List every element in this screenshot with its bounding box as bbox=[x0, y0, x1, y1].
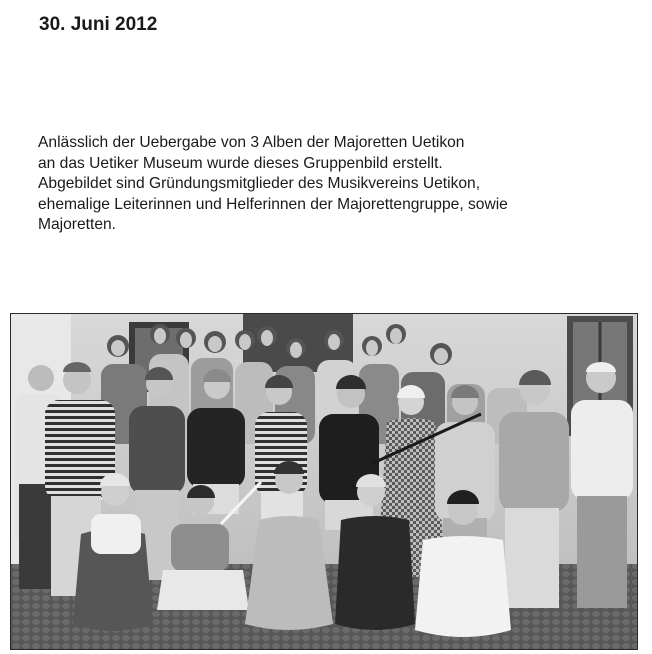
caption-line: Majoretten. bbox=[38, 216, 117, 233]
caption-line: Anlässlich der Uebergabe von 3 Alben der Majoretten Uetikon bbox=[38, 134, 465, 151]
caption-line: an das Uetiker Museum wurde dieses Gruppenbild erstellt. bbox=[38, 154, 443, 172]
photo-caption bbox=[38, 133, 598, 236]
group-photo-illustration bbox=[11, 314, 637, 649]
group-photo bbox=[10, 313, 638, 650]
caption-line: Abgebildet sind Gründungsmitglieder des Musikvereins Uetikon, bbox=[38, 175, 481, 192]
page-date: 30. Juni 2012 bbox=[39, 14, 158, 35]
caption-line: ehemalige Leiterinnen und Helferinnen der Majorettengruppe, sowie bbox=[38, 195, 508, 213]
